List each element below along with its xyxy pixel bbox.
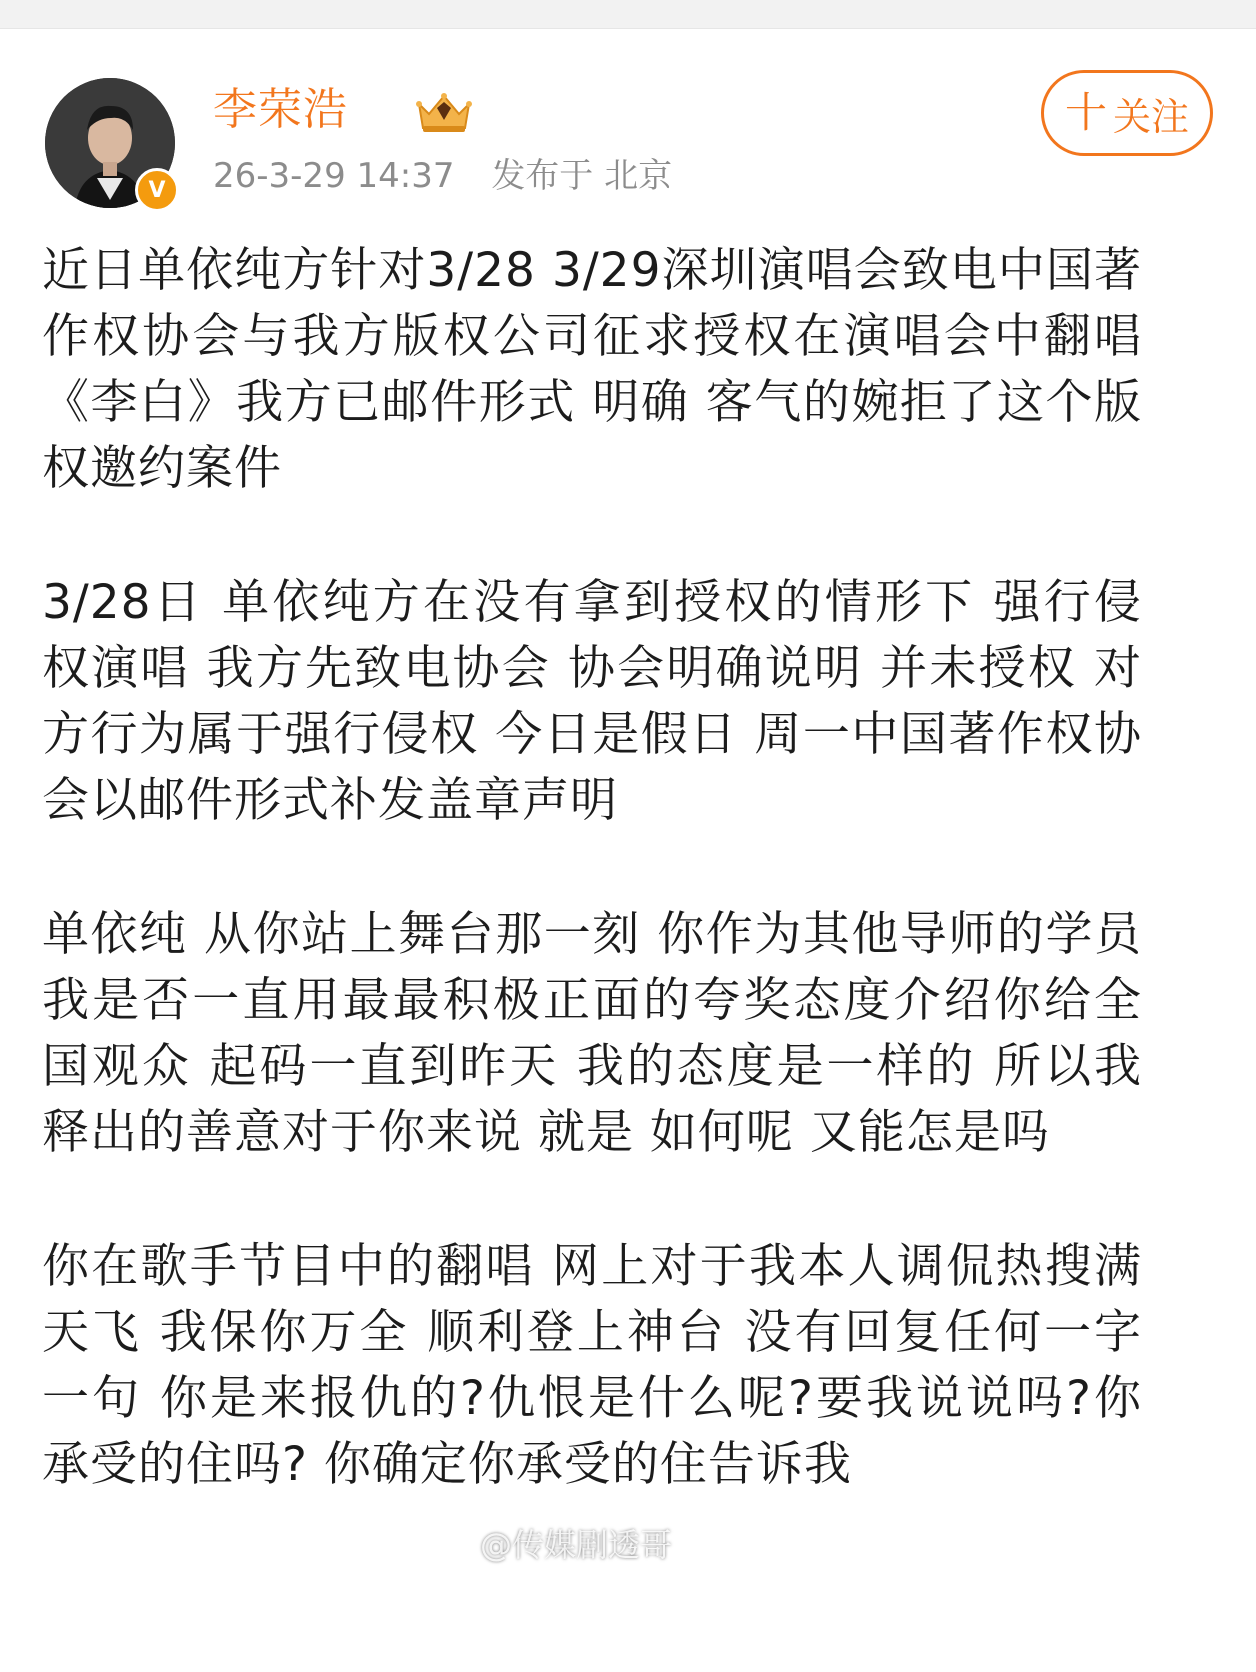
post-paragraph: 3/28日 单依纯方在没有拿到授权的情形下 强行侵权演唱 我方先致电协会 协会明确说明 并未授权 对方行为属于强行侵权 今日是假日 周一中国著作权协会以邮件形式补发盖章声明 bbox=[42, 575, 1142, 828]
post-meta bbox=[213, 154, 698, 198]
post-timestamp: 26-3-29 14:37 bbox=[213, 156, 455, 196]
post-location: 发布于 北京 bbox=[491, 156, 673, 196]
watermark: @传媒剧透哥 bbox=[480, 1526, 673, 1564]
crown-vip-icon[interactable] bbox=[415, 90, 473, 134]
avatar-wrap[interactable] bbox=[45, 78, 175, 208]
post-paragraph: 单依纯 从你站上舞台那一刻 你作为其他导师的学员 我是否一直用最最积极正面的夸奖态度介绍你给全国观众 起码一直到昨天 我的态度是一样的 所以我释出的善意对于你来说 就是 如何呢 又能怎是吗 bbox=[42, 907, 1142, 1160]
verified-badge-icon bbox=[135, 168, 179, 212]
plus-icon: 十 bbox=[1064, 88, 1107, 137]
user-name[interactable]: 李荣浩 bbox=[213, 84, 348, 135]
top-divider bbox=[0, 0, 1256, 29]
post-header bbox=[45, 78, 1215, 208]
verified-badge-label: V bbox=[148, 177, 166, 203]
follow-button[interactable] bbox=[1041, 70, 1213, 156]
follow-button-label: 关注 bbox=[1113, 94, 1190, 139]
post-paragraph: 近日单依纯方针对3/28 3/29深圳演唱会致电中国著作权协会与我方版权公司征求授权在演唱会中翻唱《李白》我方已邮件形式 明确 客气的婉拒了这个版权邀约案件 bbox=[42, 243, 1142, 496]
post-body bbox=[42, 238, 1142, 1566]
post-paragraph: 你在歌手节目中的翻唱 网上对于我本人调侃热搜满天飞 我保你万全 顺利登上神台 没有回复任何一字一句 你是来报仇的?仇恨是什么呢?要我说说吗?你承受的住吗? 你确定你承受的住告诉我 bbox=[42, 1239, 1142, 1492]
